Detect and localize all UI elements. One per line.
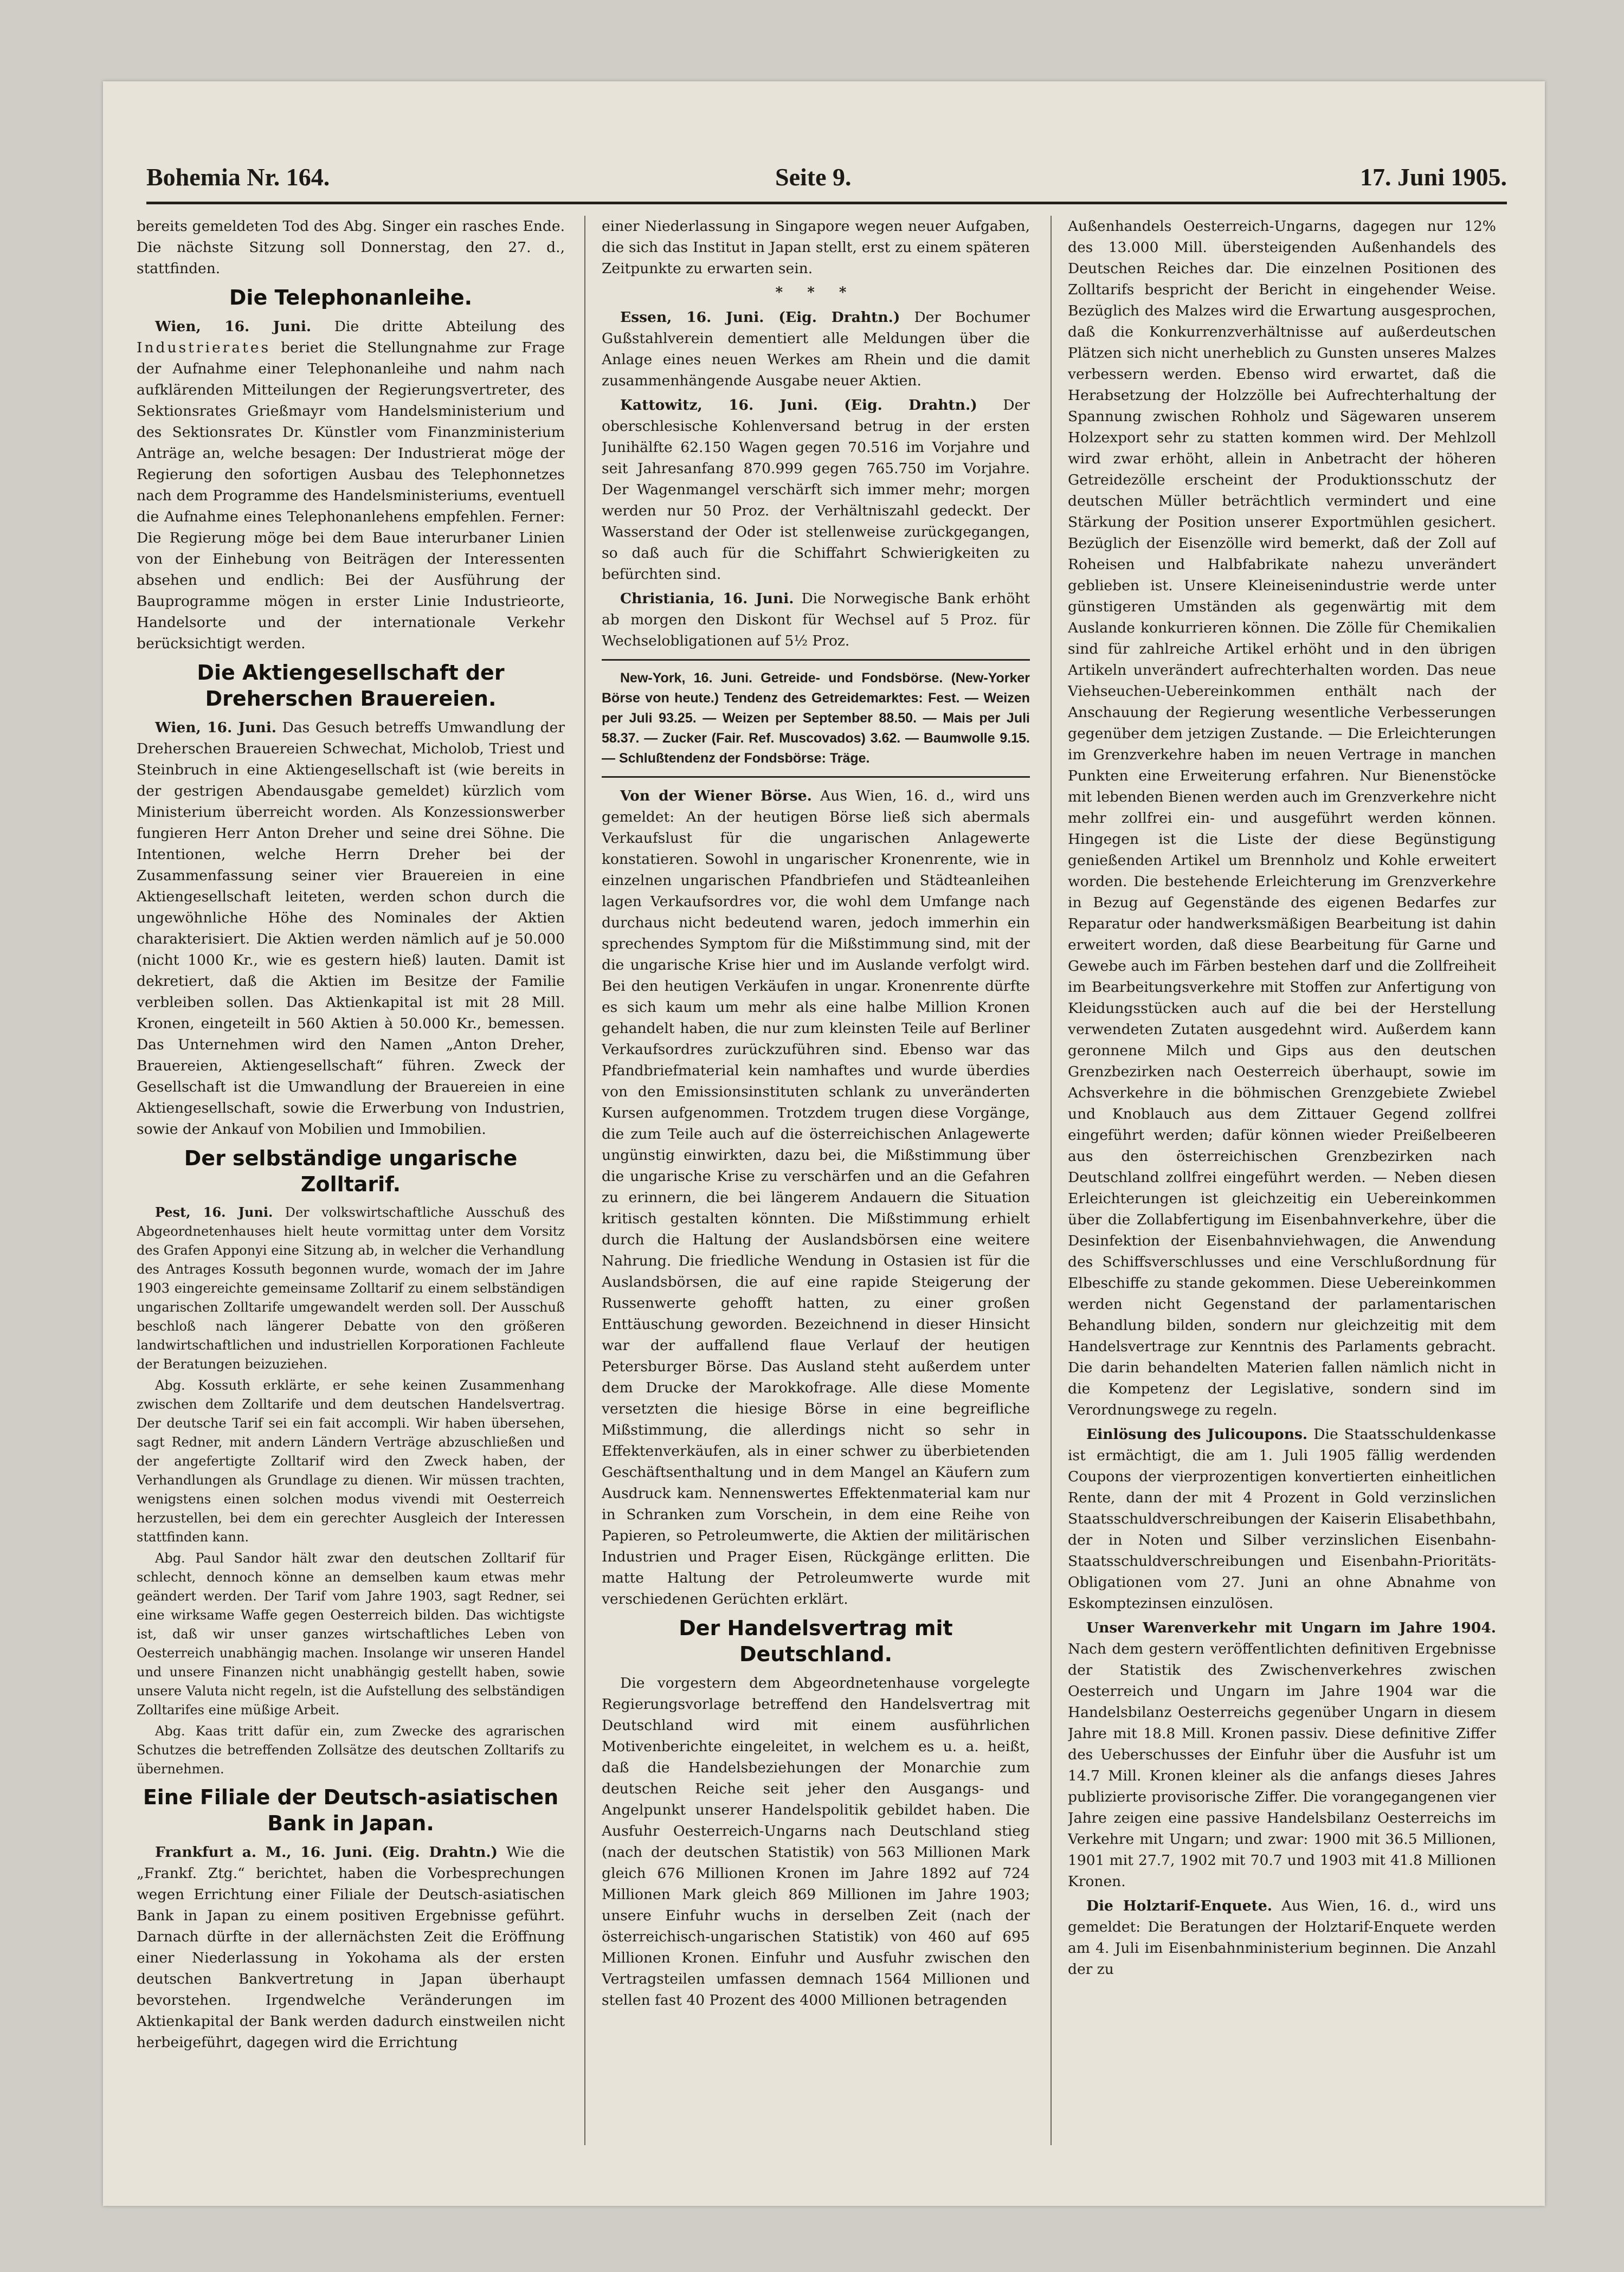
article-body: Die vorgestern dem Abgeordnetenhause vorgelegte Regierungsvorlage betreffend den Handelsvertrag mit Deutschland wird mit einem ausführlichen Motivenberichte eingeleitet, in welchem es u. a. heißt, daß die Handelsbeziehungen der Monarchie zum deutschen Reiche seit jeher den Ausgangs- und Angelpunkt unserer Handelspolitik gebildet haben. Die Ausfuhr Oesterreich-Ungarns nach Deutschland stieg (nach der deutschen Statistik) von 563 Millionen Mark gleich 676 Millionen Kronen im Jahre 1892 auf 724 Millionen Mark gleich 869 Millionen im Jahre 1903; unsere Einfuhr wuchs in derselben Zeit (nach der österreichisch-ungarischen Statistik) von 460 auf 695 Millionen Kronen. Einfuhr und Ausfuhr zwischen den Vertragsteilen umfassen demnach 1564 Millionen und stellen fast 40 Prozent des 4000 Millionen betragenden <box>602 1675 1030 2009</box>
article-title-warenverkehr: Unser Warenverkehr mit Ungarn im Jahre 1904. <box>1086 1619 1496 1636</box>
article-wiener-boerse: Von der Wiener Börse. Aus Wien, 16. d., wird uns gemeldet: An der heutigen Börse ließ sich abermals Verkaufslust für die ungarischen Anlagewerte konstatieren. Sowohl in ungarischer Kronenrente, wie in einzelnen ungarischen Pfandbriefen und Städteanleihen lagen Verkaufsordres vor, die wohl dem Umfange nach durchaus nicht bedeutend waren, jedoch immerhin ein sprechendes Symptom für die Mißstimmung sind, mit der die ungarische Krise hier und im Auslande verfolgt wird. Bei den heutigen Verkäufen in ungar. Kronenrente dürfte es sich kaum um mehr als eine halbe Million Kronen gehandelt haben, die nur zum kleinsten Teile auf Berliner Verkaufsordres zurückzuführen sind. Ebenso war das Pfandbriefmaterial kein namhaftes und wurde überdies von den Emissionsinstituten schlank zu unveränderten Kursen aufgenommen. Trotzdem trugen diese Vorgänge, die zum Teile auch auf die österreichischen Anlagewerte ungünstig einwirkten, dazu bei, die Mißstimmung über die ungarische Krise zu verschärfen und an die Gefahren zu erinnern, die bei längerem Andauern die Situation kritisch gestalten könnten. Die Mißstimmung erhielt durch die Haltung der Auslandsbörsen eine weitere Nahrung. Die friedliche Wendung in Ostasien ist für die Auslandsbörsen, die auf eine rapide Steigerung der Russenwerte gehofft hatten, zu einer großen Enttäuschung geworden. Bezeichnend in dieser Hinsicht war der auffallend flaue Verlauf der heutigen Petersburger Börse. Das Ausland steht außerdem unter dem Drucke der Marokkofrage. Alle diese Momente versetzten die hiesige Börse in eine begreifliche Mißstimmung, die allerdings nicht so sehr in Effektenverkäufen, als in einer schwer zu überbietenden Geschäftsenthaltung und in dem Mangel an Käufern zum Ausdruck kam. Nennenswertes Effektenmaterial kam nur in Schranken zum Vorschein, in dem eine Reihe von Papieren, so Petroleumwerte, die Aktien der militärischen Industrien und Prager Eisen, Rückgänge erlitten. Die matte Haltung der Petroleumwerte wurde mit verschiedenen Gerüchten erklärt. <box>602 788 1030 1608</box>
section-separator-stars: * * * <box>775 285 856 301</box>
dateline: Frankfurt a. M., 16. Juni. (Eig. Drahtn.) <box>155 1844 498 1861</box>
newspaper-page <box>103 81 1545 2206</box>
article-continuation: Außenhandels Oesterreich-Ungarns, dagegen nur 12% des 13.000 Mill. übersteigenden Außenhandels des Deutschen Reiches dar. Die einzelnen Positionen des Zolltarifs bespricht der Bericht in eingehender Weise. Bezüglich des Malzes wird die Erwartung ausgesprochen, daß die Konkurrenzverhältnisse auf außerdeutschen Plätzen sich nicht unerheblich zu Gunsten unseres Malzes verbessern werden. Ebenso wird erwartet, daß die Herabsetzung der Holzzölle bei Aufrechterhaltung der Spannung zwischen Rohholz und Sägewaren unserem Holzexport sehr zu statten kommen wird. Der Mehlzoll wird zwar erhöht, allein in Anbetracht der höheren Getreidezölle erscheint der Produktionsschutz der deutschen Müller beträchtlich vermindert und eine Stärkung der Position unserer Exportmühlen gesichert. Bezüglich der Eisenzölle wird bemerkt, daß der Zoll auf Roheisen und Halbfabrikate nahezu unverändert geblieben ist. Unsere Kleineisenindustrie werde unter günstigeren Umständen als gegenwärtig mit dem Auslande konkurrieren können. Die Zölle für Chemikalien sind für zahlreiche Artikel erhöht und in den übrigen Artikeln unverändert aufrechterhalten worden. Das neue Viehseuchen-Uebereinkommen enthält nach der Anschauung der Regierung wesentliche Verbesserungen gegenüber dem jetzigen Zustande. — Die Erleichterungen im Grenzverkehre haben im neuen Vertrage in manchen Punkten eine Erweiterung erfahren. Nur Bienenstöcke mit lebenden Bienen werden auch im Grenzverkehre nicht mehr zollfrei ein- und ausgeführt werden können. Hingegen ist die Liste der diese Begünstigung genießenden Artikel um Brennholz und Kohle erweitert worden. Die bestehende Erleichterung im Grenzverkehre in Bezug auf Gegenstände des eigenen Bedarfes zur Reparatur oder handwerksmäßigen Bearbeitung ist dahin erweitert worden, daß diese Bearbeitung für Garne und Gewebe auch im Färben bestehen darf und die Zollfreiheit im Bearbeitungsverkehre mit Stoffen zur Anfertigung von Kleidungsstücken auch auf die bei der Herstellung verwendeten Zutaten ausgedehnt wird. Außerdem kann geronnene Milch und Gips aus den deutschen Grenzbezirken nach Oesterreich überhaupt, sowie im Achsverkehre in die böhmischen Grenzgebiete Zwiebel und Knoblauch aus dem Zittauer Gegend zollfrei eingeführt werden; dafür können wieder Preißelbeeren aus den österreichischen Grenzbezirken nach Deutschland zollfrei eingeführt werden. — Neben diesen Erleichterungen ist gleichzeitig ein Uebereinkommen über die Zollabfertigung im Eisenbahnverkehre, über die Desinfektion der Eisenbahnviehwagen, die Anwendung des Schiffsverschlusses und eine Verschlußordnung für Elbeschiffe zu stande gekommen. Diese Uebereinkommen werden nicht Gegenstand der parlamentarischen Behandlung bilden, sondern nur gleichzeitig mit dem Handelsvertrage zur Kenntnis des Parlaments gebracht. Die darin behandelten Materien fallen nämlich nicht in die Kompetenz der Legislative, sondern sind im Verordnungswege zu regeln. <box>1068 218 1496 1418</box>
article-title-filiale: Eine Filiale der Deutsch-asiatischen Bank in Japan. <box>143 1785 559 1835</box>
article-title-holztarif: Die Holztarif-Enquete. <box>1086 1897 1272 1914</box>
article-christiania: Christiania, 16. Juni. Die Norwegische Bank erhöht ab morgen den Diskont für Wechsel auf 5 Proz. für Wechselobligationen auf 5½ Proz. <box>602 590 1030 649</box>
article-kattowitz: Kattowitz, 16. Juni. (Eig. Drahtn.) Der oberschlesische Kohlenversand betrug in der ersten Junihälfte 62.150 Wagen gegen 70.516 im Vorjahre und seit Jahresanfang 870.999 gegen 765.750 im Vorjahre. Der Wagenmangel verschärft sich immer mehr; morgen werden nur 50 Proz. der Verhältniszahl gedeckt. Der Wasserstand der Oder ist stellenweise zurückgegangen, so daß auch für die Schiffahrt Schwierigkeiten zu befürchten sind. <box>602 397 1030 583</box>
article-title-einloesung: Einlösung des Julicoupons. <box>1086 1426 1308 1443</box>
section-rule <box>602 776 1030 778</box>
column-3 <box>1068 216 1496 2167</box>
article-paragraph: Abg. Paul Sandor hält zwar den deutschen Zolltarif für schlecht, dennoch könne an demselben kaum etwas mehr geändert werden. Der Tarif vom Jahre 1903, sagt Redner, sei eine wirksame Waffe gegen Oesterreich bilden. Das wichtigste ist, daß wir unser ganzes wirtschaftliches Leben von Oesterreich unabhängig machen. Insolange wir unseren Handel und unsere Finanzen nicht unabhängig gestellt haben, sowie unsere Valuta nicht regeln, ist die Aufstellung des selbständigen Zolltarifes eine müßige Arbeit. <box>137 1551 565 1718</box>
dateline: Pest, 16. Juni. <box>155 1204 273 1220</box>
article-essen: Essen, 16. Juni. (Eig. Drahtn.) Der Bochumer Gußstahlverein dementiert alle Meldungen über die Anlage eines neuen Werkes am Rhein und die damit zusammenhängende Ausgabe neuer Aktien. <box>602 309 1030 389</box>
article-title-wiener-boerse: Von der Wiener Börse. <box>620 788 812 804</box>
column-divider <box>584 216 585 2145</box>
article-body: Wien, 16. Juni. Die dritte Abteilung des Industrierates beriet die Stellungnahme zur Frage der Aufnahme einer Telephonanleihe und nahm nach aufklärenden Mitteilungen der Regierungsvertreter, des Sektionsrates Grießmayr vom Handelsministerium und des Sektionsrates Dr. Künstler vom Finanzministerium Anträge an, welche besagen: Der Industrierat möge der Regierung den sofortigen Ausbau des Telephonnetzes nach dem Programme des Handelsministeriums, eventuell die Aufnahme eines Telephonanlehens empfehlen. Ferner: Die Regierung möge bei dem Baue interurbaner Linien von der Einhebung von Beiträgen der Interessenten absehen und endlich: Bei der Ausführung der Bauprogramme mögen in erster Linie Industrieorte, Handelsorte und der internationale Verkehr berücksichtigt werden. <box>137 318 565 652</box>
article-einloesung: Einlösung des Julicoupons. Die Staatsschuldenkasse ist ermächtigt, die am 1. Juli 1905 fällig werdenden Coupons der vierprozentigen konvertierten einheitlichen Rente, dann der mit 4 Prozent in Gold verzinslichen Staatsschuldverschreibungen der Kaiserin Elisabethbahn, der in Noten und Silber verzinslichen Eisenbahn-Staatsschuldverschreibungen und Eisenbahn-Prioritäts-Obligationen vom 27. Juni an ohne Abnahme von Eskomptezinsen einzulösen. <box>1068 1426 1496 1612</box>
column-2 <box>602 216 1030 2167</box>
masthead <box>146 163 1507 201</box>
masthead-page-number: Seite 9. <box>775 163 852 191</box>
article-zolltarif <box>137 1203 565 1779</box>
article-body: Wien, 16. Juni. Das Gesuch betreffs Umwandlung der Dreherschen Brauereien Schwechat, Micholob, Triest und Steinbruch in eine Aktiengesellschaft ist (wie bereits in der gestrigen Abendausgabe gemeldet) kürzlich vom Ministerium überreicht worden. Als Konzessionswerber fungieren Herr Anton Dreher und seine drei Söhne. Die Intentionen, welche Herrn Dreher bei der Zusammenfassung seiner vier Brauereien in eine Aktiengesellschaft leiteten, werden schon durch die ungewöhnliche Höhe des Nominales der Aktien charakterisiert. Die Aktien werden nämlich auf je 50.000 (nicht 1000 Kr., wie es gestern hieß) lauten. Damit ist dekretiert, daß die Aktien im Besitze der Familie verbleiben sollen. Das Aktienkapital ist mit 28 Mill. Kronen, eingeteilt in 560 Aktien à 50.000 Kr., bemessen. Das Unternehmen wird den Namen „Anton Dreher, Brauereien, Aktiengesellschaft“ führen. Zweck der Gesellschaft ist die Umwandlung der Brauereien in eine Aktiengesellschaft, sowie die Erwerbung von Industrien, sowie der Ankauf von Mobilien und Immobilien. <box>137 719 565 1138</box>
masthead-date: 17. Juni 1905. <box>1360 163 1507 191</box>
section-rule <box>602 659 1030 661</box>
article-title-handelsvertrag: Der Handelsvertrag mit Deutschland. <box>679 1616 953 1666</box>
article-paragraph: Abg. Kaas tritt dafür ein, zum Zwecke des agrarischen Schutzes die betreffenden Zollsätze des deutschen Zolltarifs zu übernehmen. <box>137 1724 565 1777</box>
article-warenverkehr: Unser Warenverkehr mit Ungarn im Jahre 1904. Nach dem gestern veröffentlichten definitiven Ergebnisse der Statistik des Zwischenverkehres zwischen Oesterreich und Ungarn im Jahre 1904 war die Handelsbilanz Oesterreichs gegenüber Ungarn in diesem Jahre mit 18.8 Mill. Kronen passiv. Diese definitive Ziffer des Ueberschusses der Einfuhr über die Ausfuhr ist um 14.7 Mill. Kronen kleiner als die anfangs dieses Jahres publizierte provisorische Ziffer. Die vorangegangenen vier Jahre zeigen eine passive Handelsbilanz Oesterreichs im Verkehre mit Ungarn; und zwar: 1900 mit 36.5 Millionen, 1901 mit 27.7, 1902 mit 70.7 und 1903 mit 41.8 Millionen Kronen. <box>1068 1619 1496 1890</box>
column-divider <box>1051 216 1052 2145</box>
article-continuation: bereits gemeldeten Tod des Abg. Singer ein rasches Ende. Die nächste Sitzung soll Donnerstag, den 27. d., stattfinden. <box>137 218 565 277</box>
article-title-telephonanleihe: Die Telephonanleihe. <box>229 286 473 309</box>
dateline: Christiania, 16. Juni. <box>620 590 794 607</box>
article-body: Pest, 16. Juni. Der volkswirtschaftliche Ausschuß des Abgeordnetenhauses hielt heute vormittag unter dem Vorsitz des Grafen Apponyi eine Sitzung ab, in welcher die Verhandlung des Antrages Kossuth begonnen wurde, womach der im Jahre 1903 eingereichte gemeinsame Zolltarif zu einem selbständigen ungarischen Zolltarife umgewandelt werden soll. Der Ausschuß beschloß nach längerer Debatte von den größeren landwirtschaftlichen und industriellen Korporationen Fachleute der Beratungen beizuziehen. <box>137 1204 565 1372</box>
article-body: Frankfurt a. M., 16. Juni. (Eig. Drahtn.) Wie die „Frankf. Ztg.“ berichtet, haben die Vorbesprechungen wegen Errichtung einer Filiale der Deutsch-asiatischen Bank in Japan zu einem positiven Ergebnisse geführt. Darnach dürfte in der allernächsten Zeit die Eröffnung einer Niederlassung in Yokohama als der ersten deutschen Bankvertretung in Japan überhaupt bevorstehen. Irgendwelche Veränderungen im Aktienkapital der Bank werden dadurch einstweilen nicht herbeigeführt, dagegen wird die Errichtung <box>137 1844 565 2051</box>
masthead-rule <box>146 202 1507 204</box>
dateline: Wien, 16. Juni. <box>155 719 276 736</box>
new-york-exchange-report: New-York, 16. Juni. Getreide- und Fondsbörse. (New-Yorker Börse von heute.) Tendenz des Getreidemarktes: Fest. — Weizen per Juli 93.25. — Weizen per September 88.50. — Mais per Juli 58.37. — Zucker (Fair. Ref. Muscovados) 3.62. — Baumwolle 9.15. — Schlußtendenz der Fondsbörse: Träge. <box>602 670 1030 766</box>
masthead-paper-issue: Bohemia Nr. 164. <box>146 163 330 191</box>
article-continuation: einer Niederlassung in Singapore wegen neuer Aufgaben, die sich das Institut in Japan stellt, erst zu einem späteren Zeitpunkte zu erwarten sein. <box>602 218 1030 277</box>
column-1 <box>137 216 565 2167</box>
dateline: Kattowitz, 16. Juni. (Eig. Drahtn.) <box>620 397 977 414</box>
dateline: Wien, 16. Juni. <box>155 318 312 335</box>
article-paragraph: Abg. Kossuth erklärte, er sehe keinen Zusammenhang zwischen dem Zolltarife und dem deutschen Handelsvertrag. Der deutsche Tarif sei ein fait accompli. Wir haben übersehen, sagt Redner, mit andern Ländern Verträge abzuschließen und der angefertigte Zolltarif wird den Zweck haben, der Verhandlungen als Grundlage zu dienen. Wir müssen trachten, wenigstens einen solchen modus vivendi mit Oesterreich herzustellen, bei dem ein gerechter Ausgleich der Interessen stattfinden kann. <box>137 1378 565 1545</box>
article-title-zolltarif: Der selbständige ungarische Zolltarif. <box>184 1146 518 1196</box>
article-title-aktiengesellschaft: Die Aktiengesellschaft der Dreherschen Brauereien. <box>197 661 505 711</box>
article-holztarif: Die Holztarif-Enquete. Aus Wien, 16. d., wird uns gemeldet: Die Beratungen der Holztarif-Enquete werden am 4. Juli im Eisenbahnministerium beginnen. Die Anzahl der zu <box>1068 1897 1496 1978</box>
dateline: Essen, 16. Juni. (Eig. Drahtn.) <box>620 309 900 326</box>
